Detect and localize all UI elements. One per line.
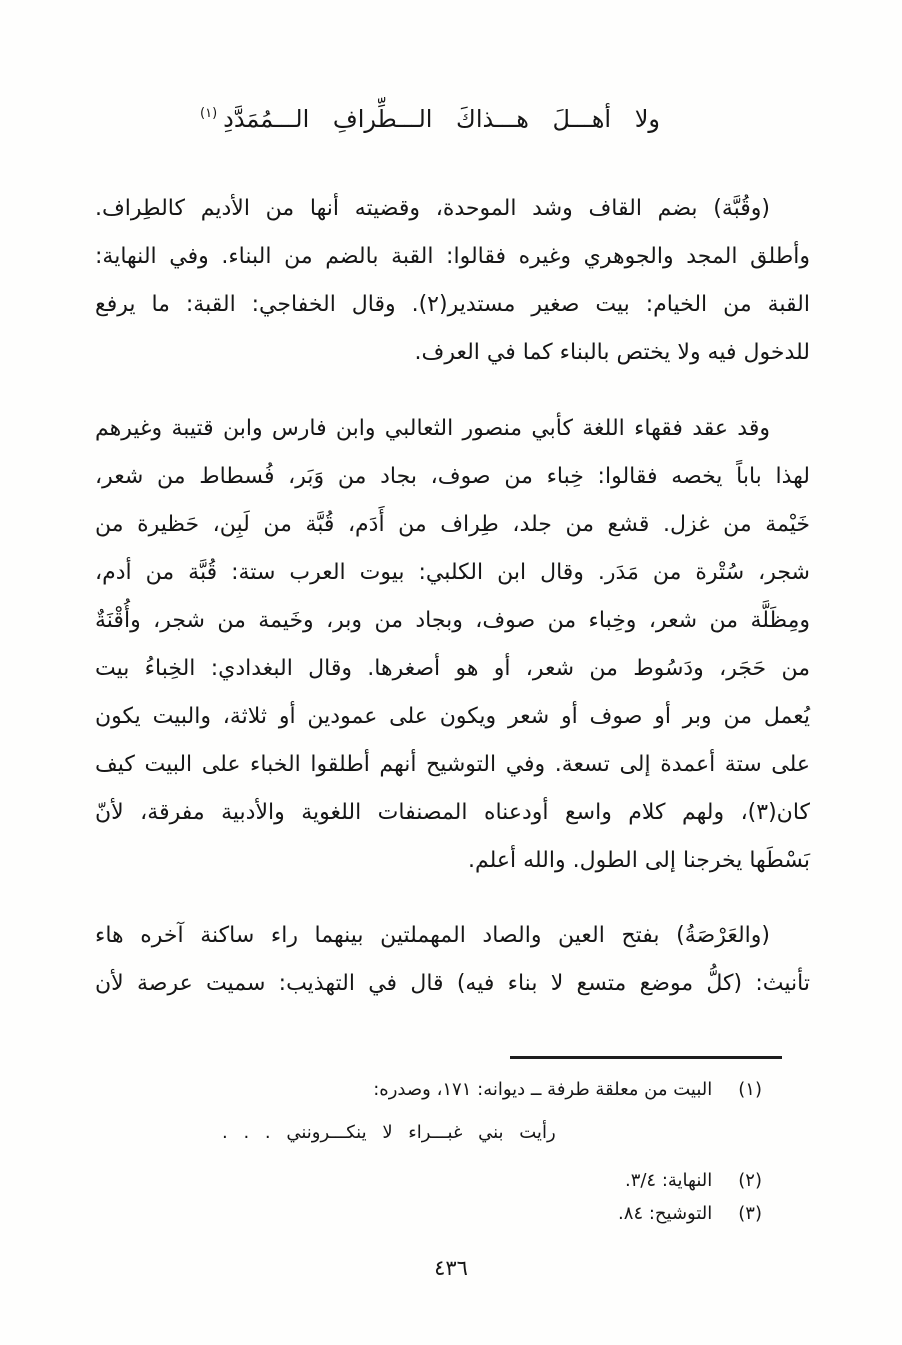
text-line: وأطلق المجد والجوهري وغيره فقالوا: القبة بالضم من البناء. وفي النهاية: <box>95 244 810 269</box>
text-line: وقد عقد فقهاء اللغة كأبي منصور الثعالبي وابن فارس وابن قتيبة وغيرهم <box>95 416 770 441</box>
verse-text: ولا أهـــلَ هـــذاكَ الـــطِّرافِ الـــمُمَدَّدِ <box>223 105 660 133</box>
footnote-3 <box>618 1199 762 1229</box>
paragraph-arsa <box>95 912 810 1008</box>
footnote-verse-fragment: رأيت بني غبـــراء لا ينكـــرونني . . . <box>222 1122 556 1143</box>
footnote-1 <box>373 1075 762 1105</box>
footnote-2 <box>625 1166 762 1196</box>
footnote-3-text: التوشيح: ٨٤. <box>618 1203 713 1224</box>
text-line: خَيْمة من غزل. قشع من جلد، طِراف من أَدَم، قُبَّة من لَبِن، حَظيرة من <box>95 512 810 537</box>
text-line: لهذا باباً يخصه فقالوا: خِباء من صوف، بجاد من وَبَر، فُسطاط من شعر، <box>95 464 810 489</box>
verse-footnote-marker: (١) <box>200 106 218 121</box>
text-line: (والعَرْصَةُ) بفتح العين والصاد المهملتين بينهما راء ساكنة آخره هاء <box>95 923 770 948</box>
footnote-1-marker: (١) <box>738 1079 762 1100</box>
verse-heading <box>150 88 710 145</box>
text-line: بَسْطَها يخرجنا إلى الطول. والله أعلم. <box>467 848 810 873</box>
text-line: القبة من الخيام: بيت صغير مستدير(٢). وقال الخفاجي: القبة: ما يرفع <box>95 292 810 317</box>
paragraph-tents <box>95 405 810 885</box>
text-line: يُعمل من وبر أو صوف أو شعر ويكون على عمودين أو ثلاثة، والبيت يكون <box>95 704 810 729</box>
footnote-1-text: البيت من معلقة طرفة ــ ديوانه: ١٧١، وصدره: <box>373 1079 713 1100</box>
text-line: تأنيث: (كلُّ موضع متسع لا بناء فيه) قال في التهذيب: سميت عرصة لأن <box>95 971 810 996</box>
footnote-3-marker: (٣) <box>738 1203 762 1224</box>
text-line: على ستة أعمدة إلى تسعة. وفي التوشيح أنهم أطلقوا الخباء على البيت كيف <box>95 752 810 777</box>
text-line: (وقُبَّة) بضم القاف وشد الموحدة، وقضيته أنها من الأديم كالطِراف. <box>95 196 770 221</box>
footnote-2-text: النهاية: ٣/٤. <box>624 1170 713 1191</box>
text-line: للدخول فيه ولا يختص بالبناء كما في العرف. <box>414 340 810 365</box>
text-line: كان(٣)، ولهم كلام واسع أودعناه المصنفات اللغوية والأدبية مفرقة، لأنّ <box>95 800 810 825</box>
page-number: ٤٣٦ <box>434 1256 468 1280</box>
footnote-2-marker: (٢) <box>738 1170 762 1191</box>
text-line: من حَجَر، ودَسُوط من شعر، أو هو أصغرها. وقال البغدادي: الخِباءُ بيت <box>95 656 810 681</box>
text-line: شجر، سُتْرة من مَدَر. وقال ابن الكلبي: بيوت العرب ستة: قُبَّة من أدم، <box>95 560 810 585</box>
footnote-separator-rule <box>510 1056 782 1059</box>
text-line: ومِظَلَّة من شعر، وخِباء من صوف، وبجاد من وبر، وخَيمة من شجر، وأُقْنَةٌ <box>95 608 810 633</box>
paragraph-qubba <box>95 185 810 377</box>
